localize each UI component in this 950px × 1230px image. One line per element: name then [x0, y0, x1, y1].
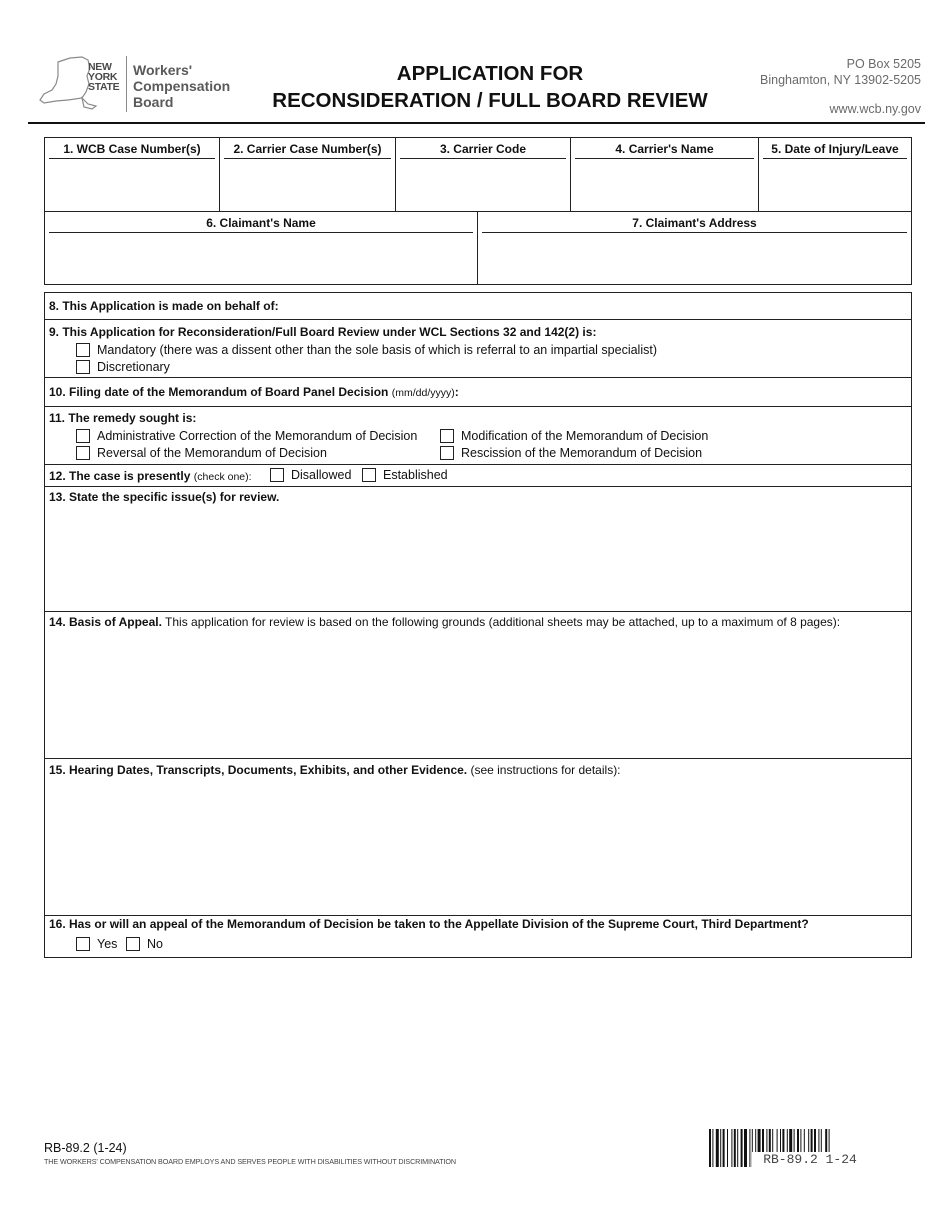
section-10-label-group	[49, 385, 459, 399]
claimant-name-field[interactable]	[45, 212, 478, 284]
section-10-colon: :	[454, 385, 459, 399]
barcode-bar	[712, 1129, 713, 1167]
form-title	[235, 60, 745, 114]
carrier-code-field[interactable]	[396, 138, 571, 211]
barcode-bar	[744, 1129, 747, 1167]
section-16-appellate-appeal	[44, 915, 912, 958]
carrier-name-field[interactable]	[571, 138, 759, 211]
logo-name-line: Compensation	[133, 78, 231, 94]
barcode-text: RB-89.2 1-24	[752, 1152, 868, 1167]
section-8-label: 8. This Application is made on behalf of:	[49, 299, 279, 313]
barcode-bar	[749, 1129, 750, 1167]
section-9-review-type	[44, 319, 912, 378]
section-11-remedy	[44, 406, 912, 465]
admin-correction-option[interactable]	[76, 429, 417, 443]
claimant-name-label: 6. Claimant's Name	[49, 216, 473, 233]
discretionary-option[interactable]	[76, 360, 170, 374]
claimant-address-label: 7. Claimant's Address	[482, 216, 907, 233]
reversal-checkbox[interactable]	[76, 446, 90, 460]
discretionary-label: Discretionary	[97, 360, 170, 374]
nondiscrimination-notice: THE WORKERS' COMPENSATION BOARD EMPLOYS AND SERVES PEOPLE WITH DISABILITIES WITHOUT DISCRIMINATION	[44, 1157, 456, 1166]
appeal-yes-label: Yes	[97, 937, 118, 951]
logo-state-line: STATE	[88, 81, 120, 93]
logo-name-line: Board	[133, 94, 174, 110]
barcode-bar	[731, 1129, 732, 1167]
header-rule	[28, 122, 925, 124]
logo-divider	[126, 56, 127, 112]
section-15-label: 15. Hearing Dates, Transcripts, Documents, Exhibits, and other Evidence.	[49, 763, 468, 777]
admin-correction-label: Administrative Correction of the Memorandum of Decision	[97, 429, 418, 443]
section-15-label-group	[49, 763, 621, 777]
barcode-bar	[716, 1129, 719, 1167]
mandatory-option[interactable]	[76, 343, 657, 357]
section-11-label: 11. The remedy sought is:	[49, 411, 197, 425]
barcode-bar	[727, 1129, 728, 1167]
established-option[interactable]	[362, 468, 448, 482]
modification-label: Modification of the Memorandum of Decision	[461, 429, 709, 443]
established-label: Established	[383, 468, 448, 482]
appeal-no-label: No	[147, 937, 163, 951]
barcode-bar	[709, 1129, 711, 1167]
section-14-label-group	[49, 615, 840, 629]
section-12-hint: (check one):	[193, 471, 252, 483]
case-info-row	[44, 137, 912, 212]
section-10-label: 10. Filing date of the Memorandum of Board Panel Decision	[49, 385, 389, 399]
carrier-case-number-label: 2. Carrier Case Number(s)	[224, 142, 391, 159]
barcode-bar	[737, 1129, 738, 1167]
address-line1: PO Box 5205	[846, 57, 921, 71]
section-13-issues[interactable]	[44, 486, 912, 612]
section-12-label-group	[49, 469, 252, 483]
appeal-yes-checkbox[interactable]	[76, 937, 90, 951]
barcode-bar	[723, 1129, 725, 1167]
form-id: RB-89.2 (1-24)	[44, 1141, 127, 1155]
date-of-injury-label: 5. Date of Injury/Leave	[763, 142, 907, 159]
form-title-line1: APPLICATION FOR	[396, 62, 584, 85]
disallowed-label: Disallowed	[291, 468, 352, 482]
section-10-filing-date[interactable]	[44, 377, 912, 407]
logo-name-line: Workers'	[133, 62, 193, 78]
section-14-basis-of-appeal[interactable]	[44, 611, 912, 759]
section-12-case-status	[44, 464, 912, 487]
date-of-injury-field[interactable]	[759, 138, 911, 211]
mandatory-checkbox[interactable]	[76, 343, 90, 357]
rescission-checkbox[interactable]	[440, 446, 454, 460]
address-line2: Binghamton, NY 13902-5205	[760, 73, 921, 87]
reversal-option[interactable]	[76, 446, 327, 460]
carrier-case-number-field[interactable]	[220, 138, 396, 211]
appeal-no-option[interactable]	[126, 937, 163, 951]
section-10-date-format: (mm/dd/yyyy)	[391, 387, 455, 399]
claimant-address-field[interactable]	[478, 212, 911, 284]
section-14-text: This application for review is based on the following grounds (additional sheets may be attached, up to a maximum of 8 pages):	[161, 615, 841, 629]
form-title-line2: RECONSIDERATION / FULL BOARD REVIEW	[272, 89, 708, 112]
established-checkbox[interactable]	[362, 468, 376, 482]
logo-state-text	[88, 62, 119, 92]
logo-state-line: YORK	[88, 71, 118, 83]
website-link[interactable]: www.wcb.ny.gov	[829, 102, 921, 116]
reversal-label: Reversal of the Memorandum of Decision	[97, 446, 327, 460]
section-12-label: 12. The case is presently	[49, 469, 191, 483]
section-16-label: 16. Has or will an appeal of the Memorandum of Decision be taken to the Appellate Division of the Supreme Court, Third Department?	[49, 917, 809, 931]
wcb-logo	[38, 54, 248, 116]
admin-correction-checkbox[interactable]	[76, 429, 90, 443]
barcode-bar	[734, 1129, 736, 1167]
section-15-text: (see instructions for details):	[467, 763, 621, 777]
section-13-label: 13. State the specific issue(s) for review.	[49, 490, 280, 504]
section-15-evidence[interactable]	[44, 758, 912, 916]
disallowed-option[interactable]	[270, 468, 351, 482]
disallowed-checkbox[interactable]	[270, 468, 284, 482]
barcode-bar	[741, 1129, 743, 1167]
claimant-row	[44, 211, 912, 285]
wcb-case-number-label: 1. WCB Case Number(s)	[49, 142, 215, 159]
rescission-label: Rescission of the Memorandum of Decision	[461, 446, 703, 460]
mandatory-label: Mandatory (there was a dissent other than the sole basis of which is referral to an impartial specialist)	[97, 343, 657, 357]
carrier-name-label: 4. Carrier's Name	[575, 142, 754, 159]
barcode-bar	[720, 1129, 721, 1167]
section-14-label: 14. Basis of Appeal.	[49, 615, 162, 629]
logo-agency-name	[133, 62, 230, 110]
discretionary-checkbox[interactable]	[76, 360, 90, 374]
modification-option[interactable]	[440, 429, 708, 443]
appeal-yes-option[interactable]	[76, 937, 117, 951]
appeal-no-checkbox[interactable]	[126, 937, 140, 951]
modification-checkbox[interactable]	[440, 429, 454, 443]
board-address	[760, 56, 921, 117]
rescission-option[interactable]	[440, 446, 702, 460]
section-9-label: 9. This Application for Reconsideration/Full Board Review under WCL Sections 32 and 142(2) is:	[49, 325, 597, 339]
section-8-on-behalf-of[interactable]	[44, 292, 912, 320]
wcb-case-number-field[interactable]	[45, 138, 220, 211]
logo-state-line: NEW	[88, 61, 112, 73]
carrier-code-label: 3. Carrier Code	[400, 142, 566, 159]
